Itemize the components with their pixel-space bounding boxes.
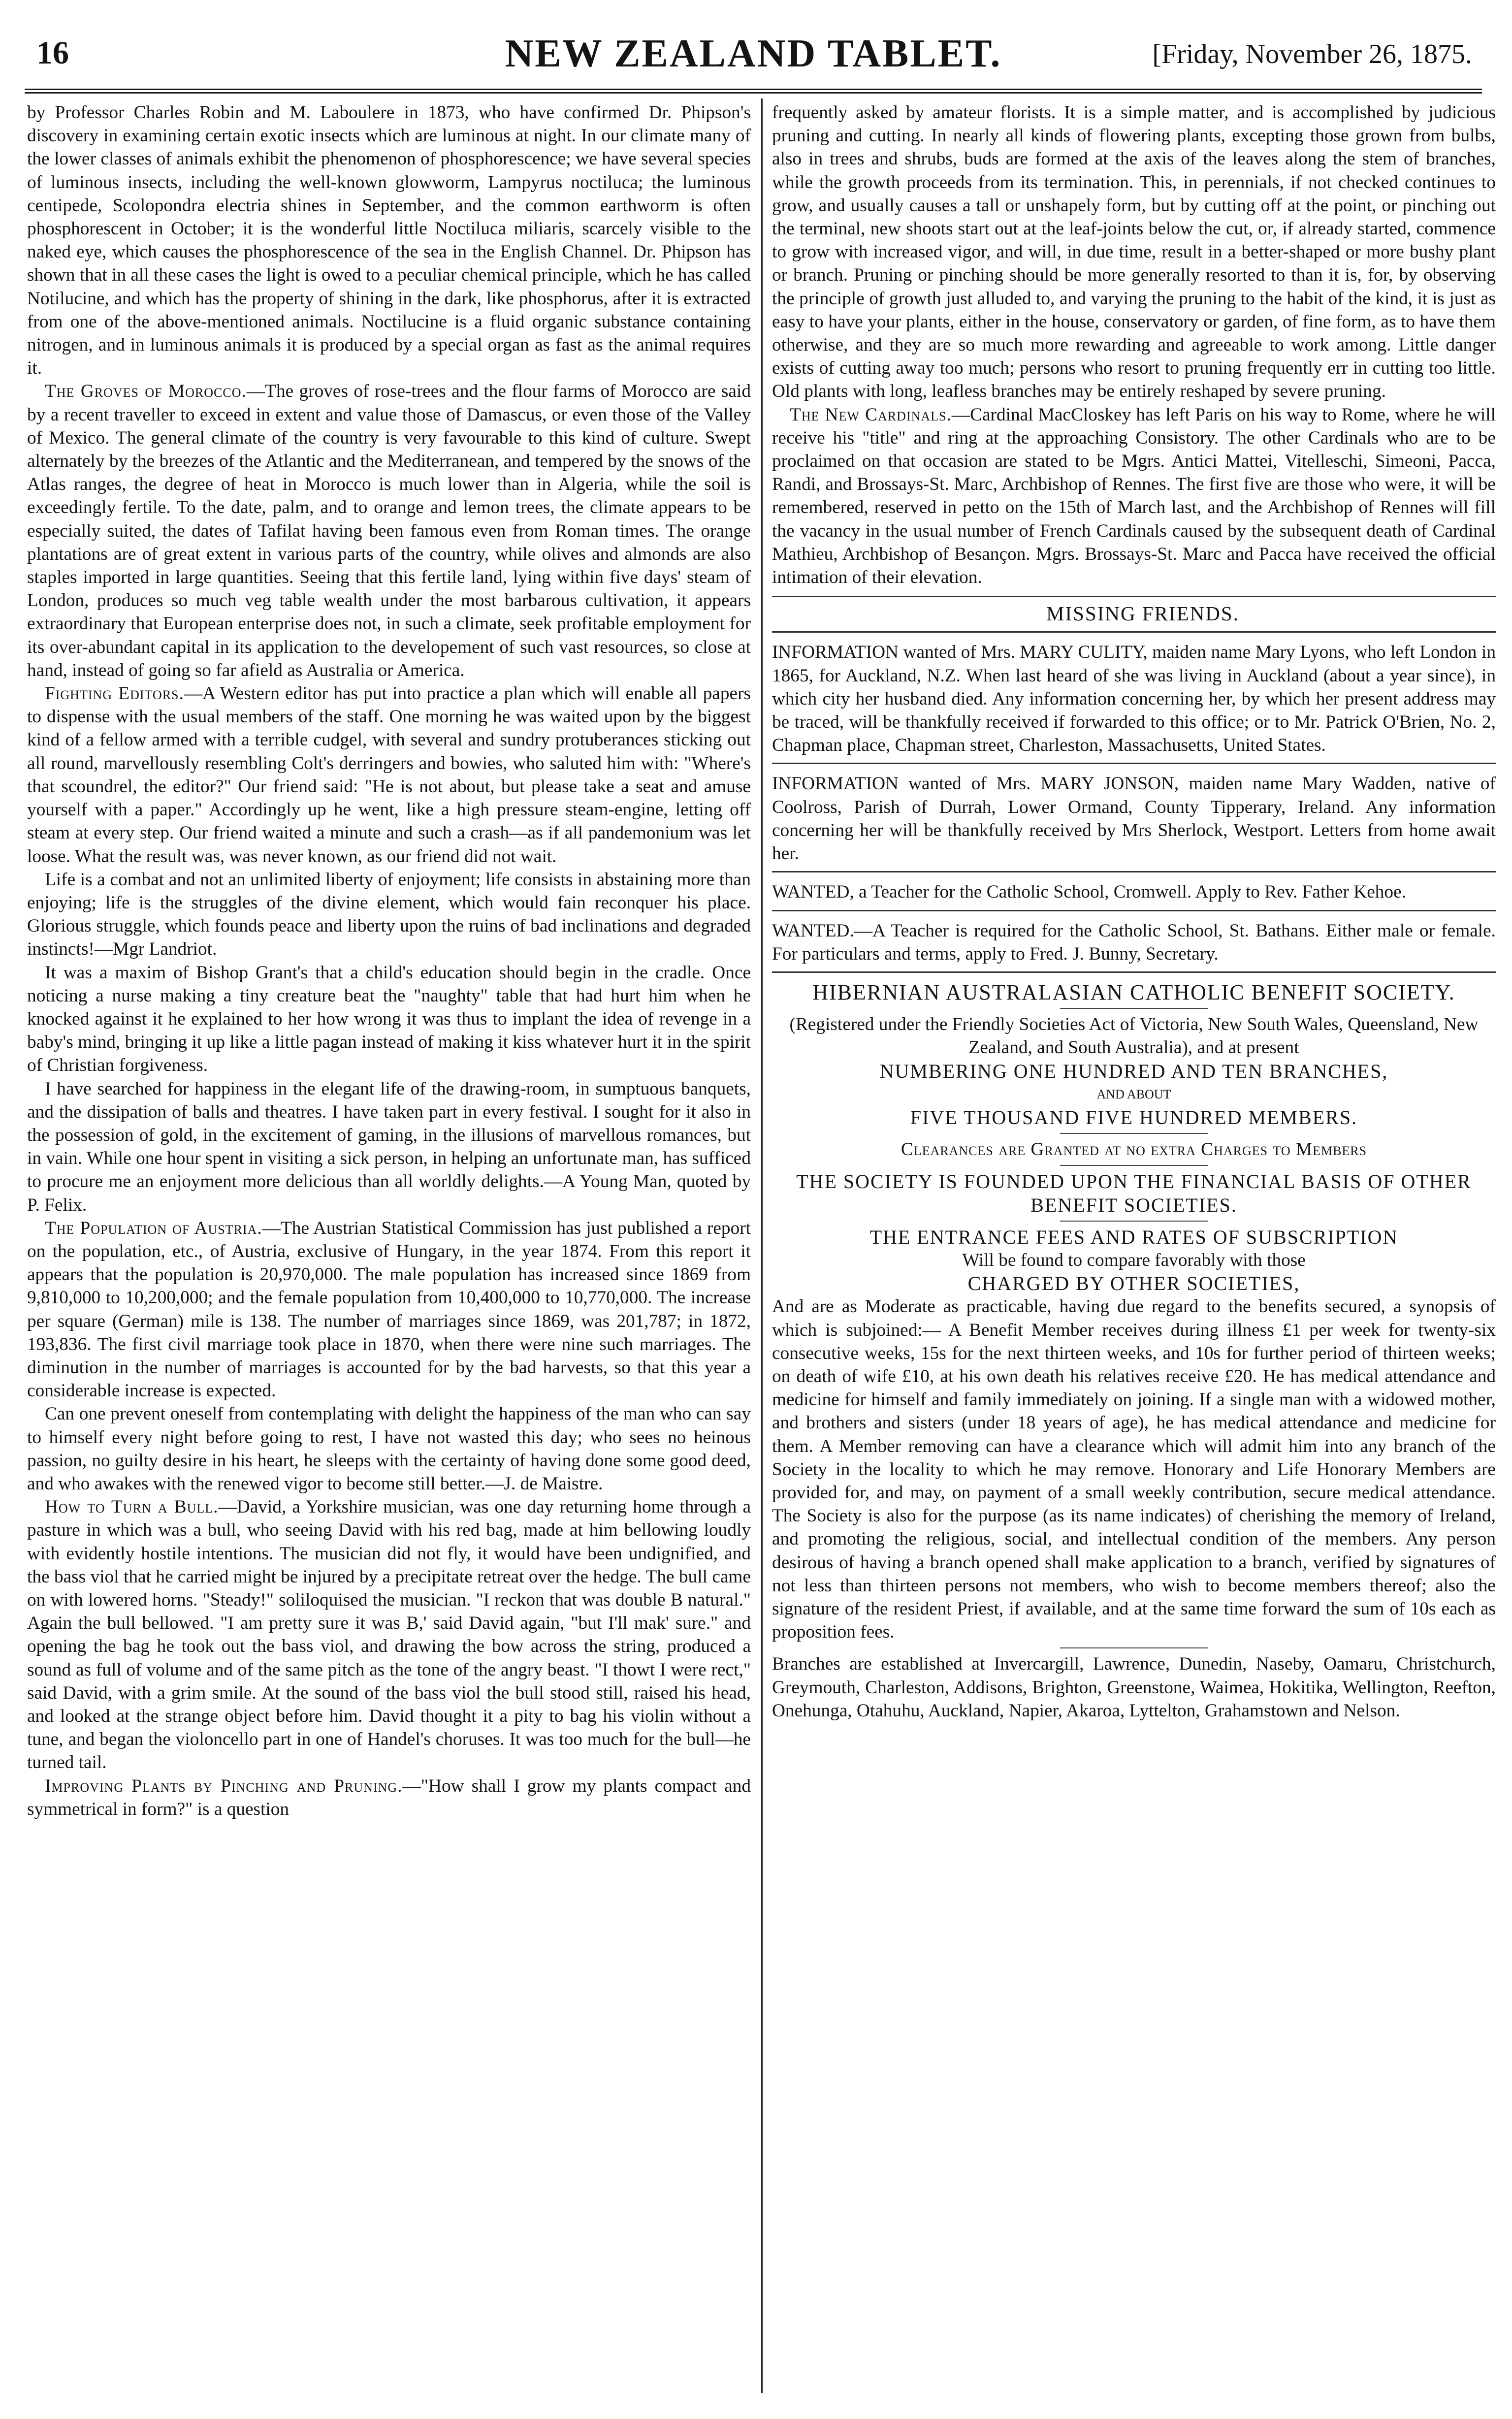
article-life-is-a-combat: Life is a combat and not an unlimited liberty of enjoyment; life consists in abstaining more than enjoying; life is the struggles of the divine element, which would fain reconquer his place. Glorious struggle, which founds peace and liberty upon the ruins of bad inclinations and degraded instincts!—Mgr Landriot.: [27, 869, 751, 960]
article-body: —A Western editor has put into practice a plan which will enable all papers to dispense with the usual members of the staff. One morning he was waited upon by the biggest kind of a fellow armed with a terrible cudgel, with several and sundry protuberances sticking out all round, marvellously resembling Colt's derringers and bowies, who saluted him with: "Where's that scoundrel, the editor?" Our friend said: "He is not about, but please take a seat and amuse yourself with a paper." Accordingly up he went, like a high pressure steam-engine, letting off steam at every step. Our friend waited a minute and such a crash—as if all pandemonium was let loose. What the result was, was never known, as our friend did not wait.: [27, 683, 751, 867]
left-column: [27, 101, 751, 2386]
ad-text: INFORMATION wanted of Mrs. MARY JONSON, maiden name Mary Wadden, native of Coolross, Parish of Durrah, Lower Ormand, County Tipperary, Ireland. Any information concerning her will be thankfully received by Mrs Sherlock, Westport. Letters from home await her.: [772, 774, 1496, 864]
masthead: [25, 34, 1482, 94]
divider: [1060, 1133, 1208, 1134]
hibernian-members-count: FIVE THOUSAND FIVE HUNDRED MEMBERS.: [910, 1106, 1358, 1129]
article-new-cardinals: [772, 403, 1496, 589]
divider: [1060, 1165, 1208, 1166]
ad-mary-jonson: [772, 763, 1496, 865]
section-rule: [772, 596, 1496, 597]
issue-date: [Friday, November 26, 1875.: [1152, 39, 1472, 69]
article-body: —"How shall I grow my plants compact and symmetrical in form?" is a question: [27, 1775, 751, 1819]
right-column: [772, 101, 1496, 2386]
article-body: —Cardinal MacCloskey has left Paris on his way to Rome, where he will receive his "title" and ring at the approaching Consistory. The other Cardinals who are to be proclaimed on that occasion are stated to be Mgrs. Antici Mattei, Vitelleschi, Simeoni, Pacca, Randi, and Brossays-St. Marc, Archbishop of Rennes. The first five are those who were, it will be remembered, reserved in petto on the 15th of March last, and the Archbishop of Rennes will fill the vacancy in the usual number of French Cardinals caused by the subsequent death of Cardinal Mathieu, Archbishop of Besançon. Mgrs. Brossays-St. Marc and Pacca have received the official intimation of their elevation.: [772, 404, 1496, 588]
article-body: —The groves of rose-trees and the flour farms of Morocco are said by a recent traveller to exceed in extent and value those of Damascus, or even those of the Valley of Mexico. The general climate of the country is very favourable to this kind of culture. Swept alternately by the breezes of the Atlantic and the Mediterranean, and tempered by the snows of the Atlas ranges, the degree of heat in Morocco is much lower than in Algeria, while the soil is exceedingly fertile. To the date, palm, and to orange and lemon trees, the climate appears to be especially suited, the dates of Tafilat having been famous even from Roman times. The orange plantations are of great extent in various parts of the country, while olives and almonds are also staples imported in large quantities. Seeing that this fertile land, lying within five days' steam of London, produces so much veg table wealth under the most barbarous cultivation, it appears extraordinary that European enterprise does not, in such a climate, seek profitable employment for its over-abundant capital in its application to the developement of such vast resources, so close at hand, instead of going so far afield as Australia or America.: [27, 381, 751, 680]
article-heading: The Groves of Morocco.: [45, 381, 247, 402]
ad-hibernian-society: [772, 971, 1496, 1722]
hibernian-and-about: AND ABOUT: [1096, 1087, 1171, 1101]
missing-friends-heading: MISSING FRIENDS.: [1046, 602, 1239, 625]
hibernian-body: And are as Moderate as practicable, having due regard to the benefits secured, a synopsis of which is subjoined:— A Benefit Member receives during illness £1 per week for twenty-six consecutive weeks, 15s for the next thirteen weeks, and 10s for further period of thirteen weeks; on death of wife £10, at his own death his relatives receive £20. He has medical attendance and medicine for himself and family immediately on joining. If a single man with a widowed mother, and brothers and sisters (under 18 years of age), he has medical attendance and medicine for them. A Member removing can have a clearance which will admit him into any branch of the Society in the locality to which he may remove. Honorary and Life Honorary Members are provided for, and may, on payment of a small weekly contribution, secure medical attendance. The Society is also for the purpose (as its name indicates) of cherishing the memory of Ireland, and promoting the religious, social, and intellectual condition of the members. Any person desirous of having a branch opened shall make application to a branch, verified by signatures of not less than thirteen persons not members, who wish to become members thereof; also the signature of the resident Priest, if available, and at the same time forward the sum of 10s each as proposition fees.: [772, 1296, 1496, 1643]
ad-text: WANTED.—A Teacher is required for the Catholic School, St. Bathans. Either male or female. For particulars and terms, apply to Fred. J. Bunny, Secretary.: [772, 920, 1496, 964]
divider: [1060, 1008, 1208, 1009]
article-groves-of-morocco: [27, 380, 751, 682]
hibernian-charged: CHARGED BY OTHER SOCIETIES,: [967, 1272, 1300, 1295]
article-heading: Improving Plants by Pinching and Pruning.: [45, 1775, 403, 1796]
divider: [1060, 1647, 1208, 1648]
article-heading: The Population of Austria.: [45, 1218, 262, 1238]
article-phosphorescence: by Professor Charles Robin and M. Laboulere in 1873, who have confirmed Dr. Phipson's discovery in examining certain exotic insects which are luminous at night. In our climate many of the lower classes of animals exhibit the phenomenon of phosphorescence; we have several species of luminous insects, including the well-known glowworm, Lampyrus noctiluca; the luminous centipede, Scolopondra electria shines in September, and the common earthworm is often phosphorescent in October; it is the wonderful little Noctiluca miliaris, scarcely visible to the naked eye, which causes the phosphorescence of the sea in the English Channel. Dr. Phipson has shown that in all these cases the light is owed to a peculiar chemical principle, which he has called Notilucine, and which has the property of shining in the dark, like phosphorus, after it is extracted from one of the above-mentioned animals. Noctilucine is a fluid organic substance containing nitrogen, and in luminous animals it is produced by a special organ as fast as the animal requires it.: [27, 102, 751, 379]
ad-mary-culity: [772, 631, 1496, 757]
article-how-to-turn-a-bull: [27, 1495, 751, 1774]
column-divider: [761, 98, 763, 2393]
hibernian-compare: Will be found to compare favorably with those: [962, 1250, 1306, 1270]
ad-teacher-cromwell: [772, 871, 1496, 903]
article-heading: The New Cardinals.: [790, 404, 952, 425]
article-body: —The Austrian Statistical Commission has just published a report on the population, etc., of Austria, exclusive of Hungary, in the year 1874. From this report it appears that the population is 20,970,000. The male population has increased since 1869 from 9,810,000 to 10,200,000; and the female population from 10,400,000 to 10,770,000. The increase per square (German) mile is 138. The number of marriages since 1869, was 201,787; in 1872, 193,836. The first civil marriage took place in 1870, when there were nine such marriages. The diminution in the number of marriages is accounted for by the bad harvests, so that this year a considerable increase is expected.: [27, 1218, 751, 1401]
article-contemplating-delight: Can one prevent oneself from contemplating with delight the happiness of the man who can say to himself every night before going to rest, I have not wasted this day; who sees no heinous passion, no guilty desire in his heart, he sleeps with the certainty of having done some good deed, and who awakes with the renewed vigor to become still better.—J. de Maistre.: [27, 1404, 751, 1494]
ad-text: INFORMATION wanted of Mrs. MARY CULITY, maiden name Mary Lyons, who left London in 1865, for Auckland, N.Z. When last heard of she was living in Auckland (about a year since), in which city her husband died. Any information concerning her, by which her present address may be traced, will be thankfully received if forwarded to this office; or to Mr. Patrick O'Brien, No. 2, Chapman place, Chapman street, Charleston, Massachusetts, United States.: [772, 642, 1496, 756]
article-improving-plants-cont: frequently asked by amateur florists. It is a simple matter, and is accomplished by judicious pruning and cutting. In nearly all kinds of flowering plants, excepting those grown from bulbs, also in trees and shrubs, buds are formed at the axis of the leaves along the stem of branches, while the growth proceeds from its termination. This, in perennials, if not checked continues to grow, and usually causes a tall or unshapely form, but by cutting off at the point, or pinching out the terminal, new shoots start out at the leaf-joints below the cut, or, if already started, commence to grow with increased vigor, and will, in due time, result in a better-shaped or more bushy plant or branch. Pruning or pinching should be more generally resorted to than it is, for, by observing the principle of growth just alluded to, and varying the pruning to the habit of the kind, it is just as easy to have your plants, either in the house, conservatory or garden, of fine form, as to have them otherwise, and they are so much more rewarding and agreeable to work among. Little danger exists of cutting away too much; persons who resort to pruning frequently err in cutting too little. Old plants with long, leafless branches may be entirely reshaped by severe pruning.: [772, 102, 1496, 402]
ad-teacher-st-bathans: [772, 910, 1496, 966]
hibernian-registration: (Registered under the Friendly Societies Act of Victoria, New South Wales, Queensland, New Zealand, and South Australia), and at present: [789, 1014, 1479, 1058]
hibernian-branch-list: Branches are established at Invercargill, Lawrence, Dunedin, Naseby, Oamaru, Christchurch, Greymouth, Charleston, Addisons, Brighton, Greenstone, Waimea, Hokitika, Wellington, Reefton, Onehunga, Otahuhu, Auckland, Napier, Akaroa, Lyttelton, Grahamstown and Nelson.: [772, 1654, 1496, 1721]
article-body: —David, a Yorkshire musician, was one day returning home through a pasture in which was a bull, who seeing David with his red bag, made at him bellowing loudly with evidently hostile intentions. The musician did not fly, it would have been undignified, and the bass viol that he carried might be injured by a precipitate retreat over the hedge. The bull came on with lowered horns. "Steady!" soliloquised the musician. "I reckon that was double B natural." Again the bull bellowed. "I am pretty sure it was B,' said David again, "but I'll mak' sure." and opening the bag he took out the bass viol, and drawing the bow across the string, produced a sound as full of volume and of the same pitch as the tone of the angry beast. "I thowt I were rect," said David, with a grim smile. At the sound of the bass viol the bull stood still, raised his head, and looked at the strange object before him. David thought it a pity to bag his violin without a tune, and began the violoncello part in one of Handel's choruses. It was too much for the bull—he turned tail.: [27, 1497, 751, 1773]
page-number: 16: [36, 35, 69, 71]
article-heading: Fighting Editors.: [45, 683, 184, 704]
hibernian-title: HIBERNIAN AUSTRALASIAN CATHOLIC BENEFIT SOCIETY.: [812, 980, 1455, 1004]
newspaper-title: NEW ZEALAND TABLET.: [505, 32, 1002, 75]
article-searched-for-happiness: I have searched for happiness in the elegant life of the drawing-room, in sumptuous banquets, and the dissipation of balls and theatres. I have taken part in every festival. I sought for it also in the possession of gold, in the excitement of gaming, in the illusions of marvellous romances, but in vain. While one hour spent in visiting a sick person, in helping an unfortunate man, has sufficed to procure me an enjoyment more delicious than all worldly delights.—A Young Man, quoted by P. Felix.: [27, 1078, 751, 1215]
hibernian-clearances: Clearances are Granted at no extra Charges to Members: [901, 1139, 1367, 1160]
ad-text: WANTED, a Teacher for the Catholic School, Cromwell. Apply to Rev. Father Kehoe.: [772, 882, 1406, 903]
article-fighting-editors: [27, 682, 751, 868]
article-heading: How to Turn a Bull.: [45, 1497, 219, 1517]
article-bishop-grant: It was a maxim of Bishop Grant's that a child's education should begin in the cradle. Once noticing a nurse making a tiny creature beat the "naughty" table that had hurt him when he knocked against it he explained to her how wrong it was thus to implant the idea of revenge in a baby's mind, bringing it up like a little pagan instead of making it kiss whatever hurt it in the spirit of Christian forgiveness.: [27, 962, 751, 1076]
article-improving-plants: [27, 1774, 751, 1821]
hibernian-fees-heading: THE ENTRANCE FEES AND RATES OF SUBSCRIPTION: [869, 1226, 1398, 1248]
divider: [1060, 1221, 1208, 1222]
hibernian-branches-count: NUMBERING ONE HUNDRED AND TEN BRANCHES,: [879, 1060, 1388, 1082]
hibernian-founded: THE SOCIETY IS FOUNDED UPON THE FINANCIAL BASIS OF OTHER BENEFIT SOCIETIES.: [796, 1170, 1472, 1216]
article-population-of-austria: [27, 1217, 751, 1403]
